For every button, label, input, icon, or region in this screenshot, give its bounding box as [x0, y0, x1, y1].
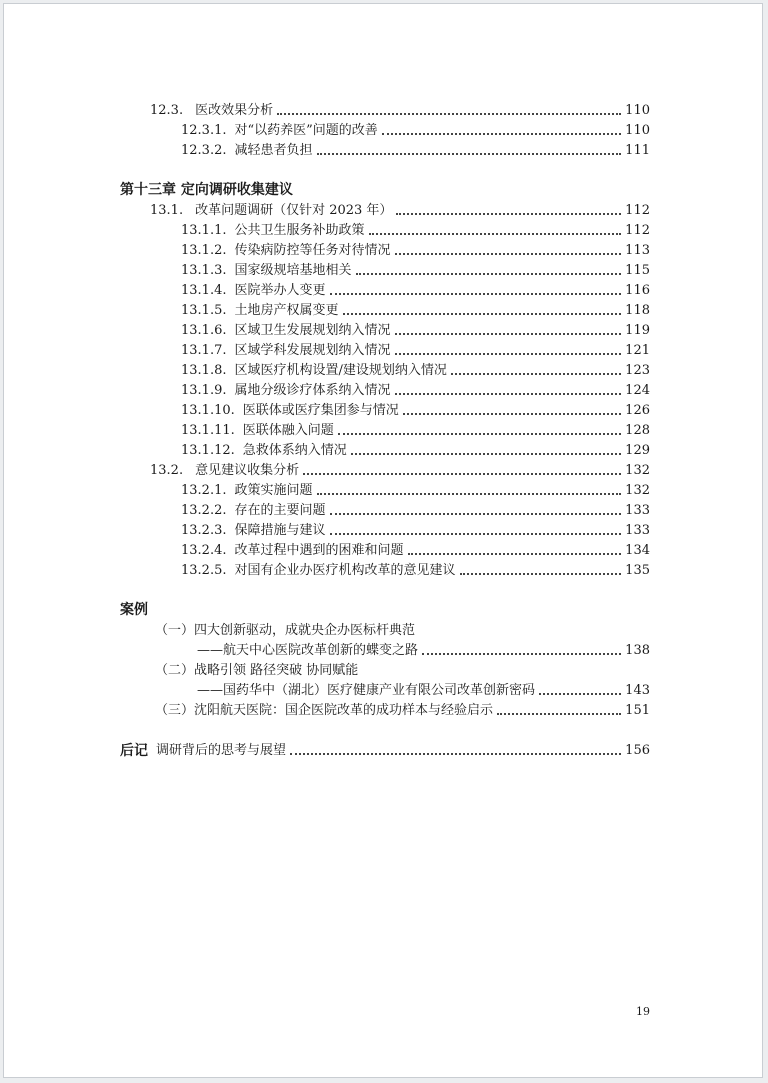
page-number: 126	[625, 403, 650, 418]
toc-entry-13-2[interactable]	[150, 459, 650, 479]
section-title: 对“以药养医”问题的改善	[234, 123, 378, 138]
document-page	[3, 3, 763, 1078]
section-title: 医联体融入问题	[242, 423, 334, 438]
section-title: 医院举办人变更	[234, 283, 326, 298]
toc-entry-13-1-10[interactable]	[181, 399, 650, 419]
toc-entry-13-1-8[interactable]	[181, 359, 650, 379]
page-number: 110	[625, 123, 650, 138]
dot-leader	[539, 693, 621, 695]
case-1-title[interactable]: （一）四大创新驱动，成就央企办医标杆典范	[155, 623, 416, 638]
toc-entry-13-1-1[interactable]	[181, 219, 650, 239]
dot-leader	[451, 373, 621, 375]
toc-entry-case-2[interactable]	[197, 679, 650, 699]
toc-entry-13-1[interactable]	[150, 199, 650, 219]
page-number: 135	[625, 563, 650, 578]
page-number: 132	[625, 463, 650, 478]
dot-leader	[317, 153, 622, 155]
dot-leader	[395, 393, 622, 395]
section-title: 保障措施与建议	[234, 523, 326, 538]
section-number: 12.3.1.	[181, 123, 227, 138]
page-number: 112	[625, 203, 650, 218]
toc-entry-case-1[interactable]	[197, 639, 650, 659]
section-title: 减轻患者负担	[234, 143, 313, 158]
dot-leader	[395, 253, 622, 255]
page-number: 133	[625, 523, 650, 538]
page-number: 128	[625, 423, 650, 438]
cases-heading[interactable]: 案例	[120, 602, 148, 618]
dot-leader	[403, 413, 621, 415]
section-title: 公共卫生服务补助政策	[234, 223, 365, 238]
dot-leader	[460, 573, 622, 575]
dot-leader	[396, 213, 621, 215]
page-number: 115	[625, 263, 650, 278]
page-number: 124	[625, 383, 650, 398]
page-number: 118	[625, 303, 650, 318]
dot-leader	[338, 433, 621, 435]
section-number: 13.1.11.	[181, 423, 235, 438]
toc-entry-12-3[interactable]	[150, 99, 650, 119]
section-title: 存在的主要问题	[234, 503, 326, 518]
section-number: 13.1.6.	[181, 323, 227, 338]
toc-entry-12-3-1[interactable]	[181, 119, 650, 139]
dot-leader	[343, 313, 622, 315]
case-2-title[interactable]: （二）战略引领 路径突破 协同赋能	[155, 663, 359, 678]
toc-entry-13-1-9[interactable]	[181, 379, 650, 399]
footer-page-number: 19	[636, 1005, 650, 1018]
dot-leader	[395, 333, 622, 335]
page-number: 132	[625, 483, 650, 498]
section-title: 医改效果分析	[195, 103, 274, 118]
section-number: 13.1.2.	[181, 243, 227, 258]
dot-leader	[356, 273, 622, 275]
toc-entry-13-1-5[interactable]	[181, 299, 650, 319]
section-title: 对国有企业办医疗机构改革的意见建议	[234, 563, 456, 578]
page-number: 151	[625, 703, 650, 718]
page-number: 112	[625, 223, 650, 238]
section-number: 13.2.1.	[181, 483, 227, 498]
section-title: 区域医疗机构设置/建设规划纳入情况	[234, 363, 447, 378]
toc-entry-afterword[interactable]	[120, 739, 650, 759]
section-number: 13.1.	[150, 203, 184, 218]
section-title: 土地房产权属变更	[234, 303, 339, 318]
chapter-13-heading[interactable]: 第十三章 定向调研收集建议	[120, 182, 293, 198]
page-number: 123	[625, 363, 650, 378]
section-number: 13.2.3.	[181, 523, 227, 538]
section-number: 13.2.2.	[181, 503, 227, 518]
afterword-label: 后记	[120, 743, 148, 759]
toc-entry-13-2-3[interactable]	[181, 519, 650, 539]
section-number: 13.1.8.	[181, 363, 227, 378]
section-title: 改革问题调研（仅针对 2023 年）	[195, 203, 393, 218]
dot-leader	[382, 133, 621, 135]
dot-leader	[369, 233, 622, 235]
toc-entry-12-3-2[interactable]	[181, 139, 650, 159]
section-title: 改革过程中遇到的困难和问题	[234, 543, 404, 558]
dot-leader	[330, 513, 622, 515]
case-title: （三）沈阳航天医院：国企医院改革的成功样本与经验启示	[155, 703, 494, 718]
dot-leader	[330, 293, 622, 295]
dot-leader	[422, 653, 621, 655]
toc-entry-13-1-2[interactable]	[181, 239, 650, 259]
dot-leader	[395, 353, 622, 355]
section-number: 13.1.3.	[181, 263, 227, 278]
section-title: 政策实施问题	[234, 483, 313, 498]
toc-entry-13-1-12[interactable]	[181, 439, 650, 459]
toc-entry-13-1-4[interactable]	[181, 279, 650, 299]
section-number: 13.1.10.	[181, 403, 235, 418]
toc-entry-13-1-7[interactable]	[181, 339, 650, 359]
dot-leader	[408, 553, 622, 555]
section-number: 13.1.4.	[181, 283, 227, 298]
dot-leader	[317, 493, 622, 495]
case-subtitle: ——国药华中（湖北）医疗健康产业有限公司改革创新密码	[197, 683, 536, 698]
section-number: 13.1.7.	[181, 343, 227, 358]
page-number: 133	[625, 503, 650, 518]
page-number: 156	[625, 743, 650, 758]
page-number: 129	[625, 443, 650, 458]
section-number: 13.1.1.	[181, 223, 227, 238]
section-number: 13.2.	[150, 463, 184, 478]
section-number: 13.2.5.	[181, 563, 227, 578]
page-number: 121	[625, 343, 650, 358]
section-number: 12.3.	[150, 103, 184, 118]
page-number: 113	[625, 243, 650, 258]
dot-leader	[303, 473, 621, 475]
case-subtitle: ——航天中心医院改革创新的蝶变之路	[197, 643, 419, 658]
page-number: 119	[625, 323, 650, 338]
toc-entry-13-2-1[interactable]	[181, 479, 650, 499]
dot-leader	[497, 713, 621, 715]
dot-leader	[290, 753, 621, 755]
page-number: 138	[625, 643, 650, 658]
page-number: 143	[625, 683, 650, 698]
section-title: 急救体系纳入情况	[242, 443, 347, 458]
section-number: 12.3.2.	[181, 143, 227, 158]
section-title: 意见建议收集分析	[195, 463, 300, 478]
toc-entry-13-2-4[interactable]	[181, 539, 650, 559]
page-number: 134	[625, 543, 650, 558]
section-title: 属地分级诊疗体系纳入情况	[234, 383, 391, 398]
dot-leader	[277, 113, 621, 115]
toc-entry-13-2-5[interactable]	[181, 559, 650, 579]
section-title: 区域卫生发展规划纳入情况	[234, 323, 391, 338]
toc-entry-13-1-6[interactable]	[181, 319, 650, 339]
section-number: 13.1.5.	[181, 303, 227, 318]
page-number: 116	[625, 283, 650, 298]
section-title: 医联体或医疗集团参与情况	[242, 403, 399, 418]
section-title: 区域学科发展规划纳入情况	[234, 343, 391, 358]
section-number: 13.2.4.	[181, 543, 227, 558]
afterword-title: 调研背后的思考与展望	[156, 743, 287, 758]
section-title: 传染病防控等任务对待情况	[234, 243, 391, 258]
section-number: 13.1.12.	[181, 443, 235, 458]
section-title: 国家级规培基地相关	[234, 263, 352, 278]
toc-entry-13-1-11[interactable]	[181, 419, 650, 439]
page-number: 111	[625, 143, 650, 158]
dot-leader	[351, 453, 621, 455]
page-number: 110	[625, 103, 650, 118]
toc-entry-13-2-2[interactable]	[181, 499, 650, 519]
toc-entry-case-3[interactable]	[155, 699, 650, 719]
section-number: 13.1.9.	[181, 383, 227, 398]
toc-entry-13-1-3[interactable]	[181, 259, 650, 279]
dot-leader	[330, 533, 622, 535]
